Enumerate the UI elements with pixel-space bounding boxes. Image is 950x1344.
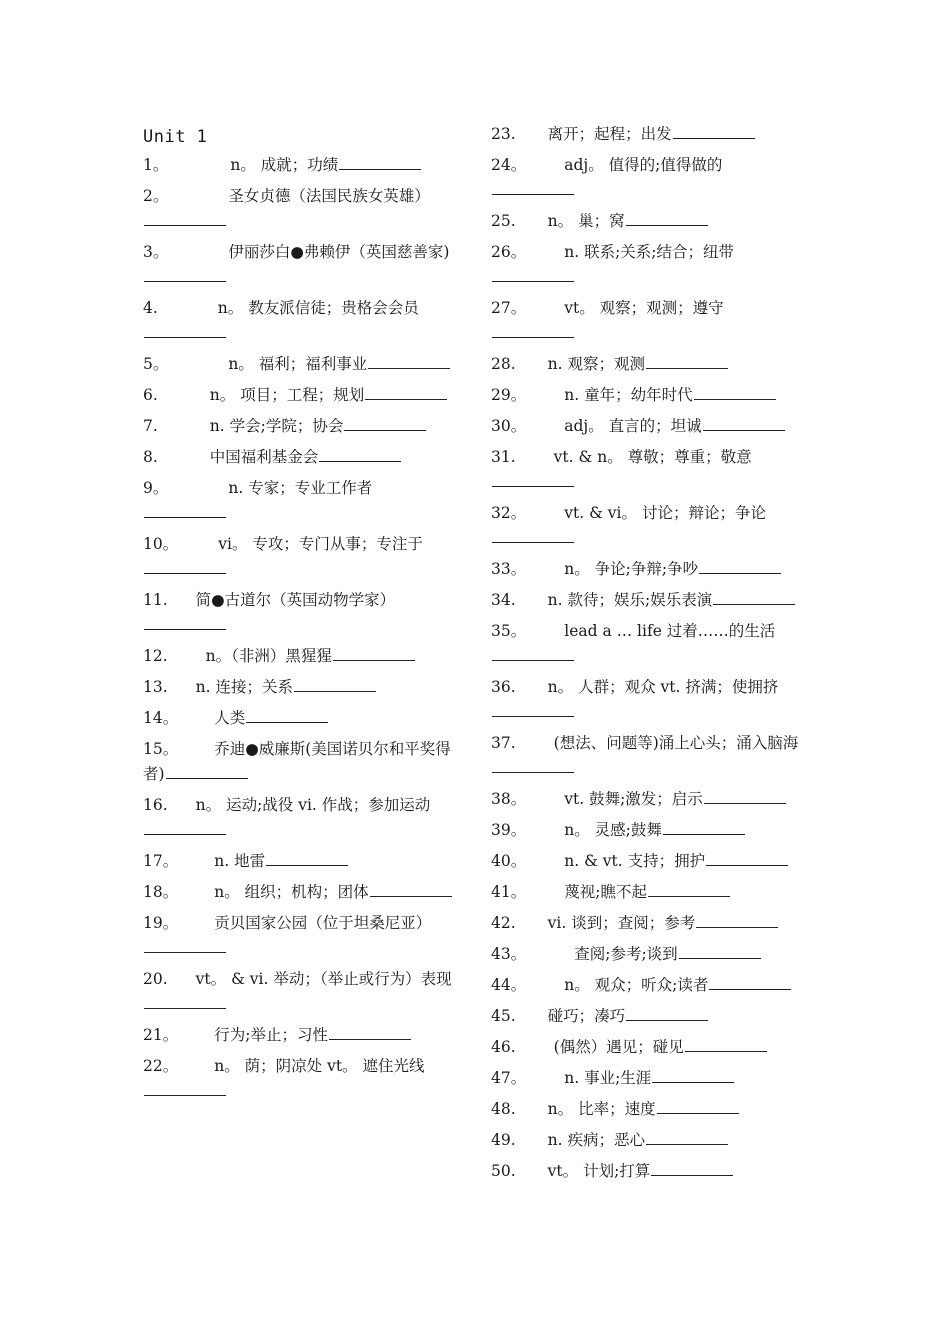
vocab-entry (491, 942, 803, 967)
entry-definition: n。 项目；工程；规划 (209, 386, 365, 404)
vocab-entry (143, 153, 455, 178)
answer-blank[interactable] (144, 936, 226, 953)
entry-number: 33。 (491, 560, 527, 578)
entry-definition: vi. 谈到；查阅；参考 (547, 914, 696, 932)
entry-number: 7. (143, 417, 158, 435)
answer-blank[interactable] (365, 383, 447, 400)
entry-definition: adj。 直言的；坦诚 (564, 417, 702, 435)
vocab-entry (491, 153, 803, 203)
entry-number: 16. (143, 796, 168, 814)
entry-definition: n. 学会;学院；协会 (209, 417, 344, 435)
entry-definition: n。 争论;争辩;争吵 (564, 560, 699, 578)
answer-blank[interactable] (144, 321, 226, 338)
entry-number: 38。 (491, 790, 527, 808)
entry-number: 23. (491, 125, 516, 143)
entry-definition: n. 地雷 (214, 852, 266, 870)
vocab-entry (143, 706, 455, 731)
entry-number: 5。 (143, 355, 169, 373)
answer-blank[interactable] (294, 675, 376, 692)
entry-definition: (想法、问题等)涌上心头；涌入脑海 (553, 734, 799, 752)
answer-blank[interactable] (704, 787, 786, 804)
answer-blank[interactable] (492, 526, 574, 543)
entry-number: 9。 (143, 479, 169, 497)
answer-blank[interactable] (646, 352, 728, 369)
vocab-entry (143, 737, 455, 787)
vocab-entry (491, 1128, 803, 1153)
answer-blank[interactable] (492, 265, 574, 282)
answer-blank[interactable] (370, 880, 452, 897)
entry-number: 20. (143, 970, 168, 988)
entry-definition: lead a … life 过着……的生活 (564, 622, 776, 640)
entry-number: 39。 (491, 821, 527, 839)
entry-number: 37. (491, 734, 516, 752)
entry-number: 35。 (491, 622, 527, 640)
vocab-entry (491, 1159, 803, 1184)
left-column (143, 122, 455, 1110)
answer-blank[interactable] (709, 973, 791, 990)
answer-blank[interactable] (651, 1159, 733, 1176)
vocab-entry (143, 532, 455, 582)
entry-definition: vi。 专攻；专门从事；专注于 (218, 535, 423, 553)
vocab-entry (491, 588, 803, 613)
answer-blank[interactable] (652, 1066, 734, 1083)
entry-number: 6. (143, 386, 158, 404)
entry-definition: n. 观察；观测 (547, 355, 645, 373)
entry-number: 43。 (491, 945, 527, 963)
entry-number: 2。 (143, 187, 169, 205)
entry-definition: n。 组织；机构；团体 (214, 883, 369, 901)
answer-blank[interactable] (696, 911, 778, 928)
entry-definition: (偶然）遇见；碰见 (553, 1038, 684, 1056)
entry-number: 14。 (143, 709, 179, 727)
vocab-entry (491, 787, 803, 812)
answer-blank[interactable] (648, 880, 730, 897)
entry-number: 30。 (491, 417, 527, 435)
vocab-entry (143, 911, 455, 961)
entry-number: 36. (491, 678, 516, 696)
vocab-entry (491, 880, 803, 905)
entry-definition: vt. 鼓舞;激发；启示 (564, 790, 703, 808)
entry-definition: vt。 观察；观测；遵守 (564, 299, 724, 317)
entry-number: 32。 (491, 504, 527, 522)
entry-definition: adj。 值得的;值得做的 (564, 156, 723, 174)
entry-definition: 蔑视;瞧不起 (564, 883, 647, 901)
entry-number: 31. (491, 448, 516, 466)
vocab-entry (491, 209, 803, 234)
entry-number: 44。 (491, 976, 527, 994)
entry-definition: n. & vt. 支持；拥护 (564, 852, 706, 870)
entry-definition: 中国福利基金会 (209, 448, 319, 466)
entry-definition: n。 成就；功绩 (230, 156, 339, 174)
entry-definition: 查阅;参考;谈到 (574, 945, 678, 963)
entry-number: 4. (143, 299, 158, 317)
entry-number: 18。 (143, 883, 179, 901)
vocab-entry (491, 501, 803, 551)
entry-number: 27。 (491, 299, 527, 317)
answer-blank[interactable] (663, 818, 745, 835)
answer-blank[interactable] (144, 501, 226, 518)
entry-number: 3。 (143, 243, 169, 261)
entry-definition: n. 款待；娱乐;娱乐表演 (547, 591, 713, 609)
vocab-entry (143, 1023, 455, 1048)
vocab-entry (491, 414, 803, 439)
answer-blank[interactable] (679, 942, 761, 959)
vocab-entry (491, 1097, 803, 1122)
entry-number: 46. (491, 1038, 516, 1056)
entry-number: 29。 (491, 386, 527, 404)
answer-blank[interactable] (319, 445, 401, 462)
entry-number: 1。 (143, 156, 169, 174)
entry-number: 26。 (491, 243, 527, 261)
answer-blank[interactable] (144, 992, 226, 1009)
answer-blank[interactable] (144, 209, 226, 226)
answer-blank[interactable] (703, 414, 785, 431)
entry-number: 40。 (491, 852, 527, 870)
vocab-entry (491, 352, 803, 377)
answer-blank[interactable] (673, 122, 755, 139)
entry-definition: 行为;举止；习性 (214, 1026, 328, 1044)
vocab-entry (491, 849, 803, 874)
entry-number: 48. (491, 1100, 516, 1118)
entry-definition: 贡贝国家公园（位于坦桑尼亚） (214, 914, 432, 932)
answer-blank[interactable] (699, 557, 781, 574)
vocab-entry (143, 352, 455, 377)
vocab-entry (143, 967, 455, 1017)
entry-definition: n。 运动;战役 vi. 作战；参加运动 (195, 796, 431, 814)
entry-number: 13. (143, 678, 168, 696)
entry-number: 22。 (143, 1057, 179, 1075)
answer-blank[interactable] (368, 352, 450, 369)
entry-definition: n。（非洲）黑猩猩 (205, 647, 332, 665)
entry-number: 17。 (143, 852, 179, 870)
entry-definition: n. 事业;生涯 (564, 1069, 652, 1087)
vocab-entry (143, 383, 455, 408)
entry-definition: 乔迪●威廉斯(美国诺贝尔和平奖得者) (143, 740, 451, 783)
vocab-entry (143, 793, 455, 843)
entry-definition: n. 联系;关系;结合；纽带 (564, 243, 735, 261)
entry-number: 8. (143, 448, 158, 466)
vocab-entry (143, 240, 455, 290)
answer-blank[interactable] (646, 1128, 728, 1145)
entry-definition: 碰巧；凑巧 (547, 1007, 626, 1025)
entry-number: 28. (491, 355, 516, 373)
answer-blank[interactable] (685, 1035, 767, 1052)
vocab-entry (491, 240, 803, 290)
vocab-entry (491, 1066, 803, 1091)
entry-definition: n. 疾病；恶心 (547, 1131, 645, 1149)
answer-blank[interactable] (144, 1079, 226, 1096)
right-column (491, 122, 803, 1190)
entry-number: 24。 (491, 156, 527, 174)
vocab-entry (143, 588, 455, 638)
entry-number: 10。 (143, 535, 179, 553)
entry-number: 50. (491, 1162, 516, 1180)
vocab-entry (143, 476, 455, 526)
entry-definition: 伊丽莎白●弗赖伊（英国慈善家) (228, 243, 450, 261)
answer-blank[interactable] (144, 613, 226, 630)
answer-blank[interactable] (492, 321, 574, 338)
vocab-entry (491, 911, 803, 936)
vocab-entry (491, 1035, 803, 1060)
answer-blank[interactable] (492, 756, 574, 773)
entry-number: 21。 (143, 1026, 179, 1044)
vocab-entry (143, 880, 455, 905)
vocab-entry (491, 731, 803, 781)
left-entry-list (143, 153, 455, 1104)
entry-definition: n. 连接；关系 (195, 678, 293, 696)
entry-number: 12. (143, 647, 168, 665)
vocab-entry (143, 414, 455, 439)
vocab-entry (143, 675, 455, 700)
entry-number: 41。 (491, 883, 527, 901)
answer-blank[interactable] (333, 644, 415, 661)
entry-definition: 离开；起程；出发 (547, 125, 672, 143)
vocab-entry (491, 557, 803, 582)
entry-definition: n。 观众；听众;读者 (564, 976, 709, 994)
vocab-entry (491, 619, 803, 669)
vocab-entry (491, 973, 803, 998)
entry-number: 19。 (143, 914, 179, 932)
answer-blank[interactable] (626, 209, 708, 226)
entry-definition: vt. & n。 尊敬；尊重；敬意 (553, 448, 752, 466)
entry-number: 45. (491, 1007, 516, 1025)
vocab-entry (491, 296, 803, 346)
entry-definition: n. 童年；幼年时代 (564, 386, 693, 404)
entry-definition: 圣女贞德（法国民族女英雄） (228, 187, 430, 205)
answer-blank[interactable] (329, 1023, 411, 1040)
entry-definition: n。 福利；福利事业 (228, 355, 368, 373)
entry-definition: 简●古道尔（英国动物学家） (195, 591, 396, 609)
right-entry-list (491, 122, 803, 1184)
vocab-entry (491, 818, 803, 843)
unit-title: Unit 1 (143, 127, 208, 147)
answer-blank[interactable] (144, 818, 226, 835)
vocab-entry (143, 1054, 455, 1104)
answer-blank[interactable] (657, 1097, 739, 1114)
entry-definition: vt。 & vi. 举动；（举止或行为）表现 (195, 970, 452, 988)
answer-blank[interactable] (246, 706, 328, 723)
entry-definition: n。 比率；速度 (547, 1100, 656, 1118)
entry-definition: n。 人群；观众 vt. 挤满；使拥挤 (547, 678, 779, 696)
entry-definition: 人类 (214, 709, 246, 727)
answer-blank[interactable] (144, 265, 226, 282)
entry-definition: n。 教友派信徒；贵格会会员 (217, 299, 419, 317)
entry-number: 15。 (143, 740, 179, 758)
entry-number: 25. (491, 212, 516, 230)
entry-definition: n。 灵感;鼓舞 (564, 821, 662, 839)
entry-number: 47。 (491, 1069, 527, 1087)
answer-blank[interactable] (706, 849, 788, 866)
vocab-entry (143, 296, 455, 346)
answer-blank[interactable] (713, 588, 795, 605)
vocab-entry (143, 644, 455, 669)
entry-definition: n。 荫；阴凉处 vt。 遮住光线 (214, 1057, 425, 1075)
vocab-entry (491, 122, 803, 147)
answer-blank[interactable] (492, 178, 574, 195)
entry-number: 34. (491, 591, 516, 609)
entry-number: 49. (491, 1131, 516, 1149)
vocab-entry (143, 445, 455, 470)
vocab-entry (143, 849, 455, 874)
entry-number: 11. (143, 591, 168, 609)
answer-blank[interactable] (339, 153, 421, 170)
answer-blank[interactable] (492, 644, 574, 661)
entry-definition: vt. & vi。 讨论；辩论；争论 (564, 504, 766, 522)
vocab-entry (491, 445, 803, 495)
answer-blank[interactable] (492, 470, 574, 487)
entry-number: 42. (491, 914, 516, 932)
answer-blank[interactable] (144, 557, 226, 574)
vocab-entry (143, 184, 455, 234)
entry-definition: n. 专家；专业工作者 (228, 479, 373, 497)
answer-blank[interactable] (266, 849, 348, 866)
vocab-entry (491, 383, 803, 408)
answer-blank[interactable] (694, 383, 776, 400)
entry-definition: n。 巢；窝 (547, 212, 625, 230)
vocab-entry (491, 1004, 803, 1029)
answer-blank[interactable] (166, 762, 248, 779)
answer-blank[interactable] (344, 414, 426, 431)
vocab-entry (491, 675, 803, 725)
entry-definition: vt。 计划;打算 (547, 1162, 651, 1180)
answer-blank[interactable] (626, 1004, 708, 1021)
answer-blank[interactable] (492, 700, 574, 717)
